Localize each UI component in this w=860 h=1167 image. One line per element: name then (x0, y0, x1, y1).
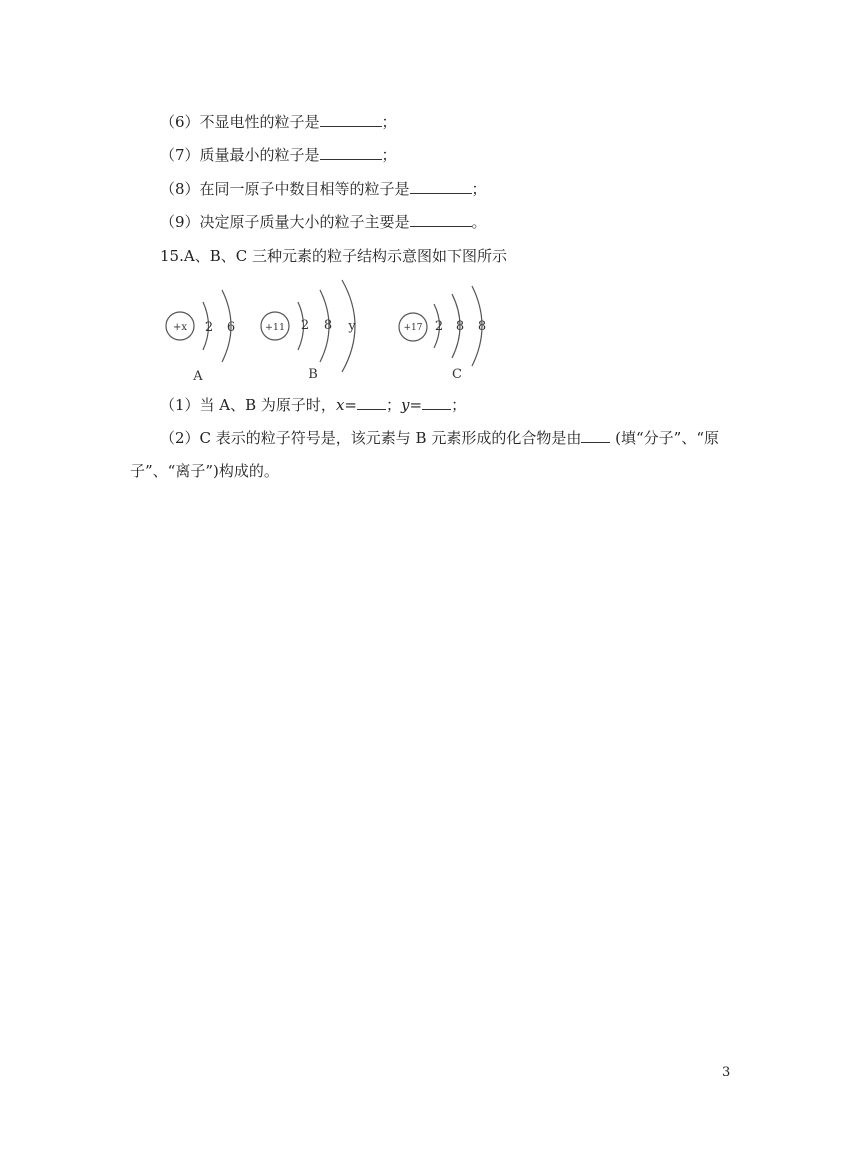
question-15-part-2-line-1 (160, 428, 719, 448)
question-6-punct: ； (381, 113, 397, 131)
part-1-separator: ； (385, 396, 401, 414)
answer-blank[interactable] (320, 112, 382, 127)
part-2-options: (填“分子”、“原 (610, 429, 719, 447)
question-15-part-2-line-2: 子”、“离子”)构成的。 (130, 462, 279, 480)
atom-b-shell-2-count: 8 (323, 318, 333, 333)
atom-b-shell-1-count: 2 (300, 318, 310, 333)
compound-answer-blank[interactable] (581, 428, 610, 443)
part-1-text: （1）当 A、B 为原子时， (160, 396, 336, 414)
question-9 (160, 212, 487, 232)
y-variable: y (401, 396, 410, 414)
atom-c-shell-2-count: 8 (455, 319, 465, 334)
question-7-punct: ； (381, 146, 397, 164)
atomic-structure-diagram (150, 278, 510, 386)
x-equals: = (344, 396, 357, 414)
atom-c-shell-1-count: 2 (434, 319, 444, 334)
atom-c-nucleus-charge: +17 (403, 323, 423, 333)
part-1-end: ； (451, 396, 467, 414)
atom-a-shell-1-count: 2 (204, 320, 214, 335)
question-15-part-1 (160, 395, 466, 415)
question-15-stem: 15.A、B、C 三种元素的粒子结构示意图如下图所示 (160, 247, 507, 265)
atom-c-label: C (452, 367, 462, 382)
x-variable: x (335, 396, 345, 414)
atom-a-nucleus-charge: +x (172, 322, 188, 333)
atom-b-label: B (308, 367, 318, 382)
atom-a-shell-2-count: 6 (226, 320, 236, 335)
question-8 (160, 179, 487, 199)
answer-blank[interactable] (320, 145, 382, 160)
atom-a-diagram (166, 290, 235, 384)
question-7-text: （7）质量最小的粒子是 (160, 146, 320, 164)
page-number: 3 (722, 1065, 731, 1080)
answer-blank[interactable] (410, 212, 472, 227)
atom-b-shell-3-count: y (348, 319, 356, 334)
question-6-text: （6）不显电性的粒子是 (160, 113, 320, 131)
question-6 (160, 112, 397, 132)
x-answer-blank[interactable] (357, 395, 386, 410)
question-7 (160, 145, 397, 165)
question-8-punct: ； (471, 180, 487, 198)
question-8-text: （8）在同一原子中数目相等的粒子是 (160, 180, 410, 198)
atom-a-label: A (193, 369, 203, 384)
y-equals: = (409, 396, 423, 414)
part-2-text: （2）C 表示的粒子符号是，该元素与 B 元素形成的化合物是由 (160, 429, 582, 447)
question-9-punct: 。 (471, 213, 487, 231)
atom-c-diagram (399, 286, 486, 382)
question-9-text: （9）决定原子质量大小的粒子主要是 (160, 213, 410, 231)
answer-blank[interactable] (410, 179, 472, 194)
y-answer-blank[interactable] (422, 395, 451, 410)
atom-b-diagram (261, 280, 356, 382)
atom-c-shell-3-count: 8 (477, 319, 487, 334)
atom-b-nucleus-charge: +11 (264, 322, 286, 333)
